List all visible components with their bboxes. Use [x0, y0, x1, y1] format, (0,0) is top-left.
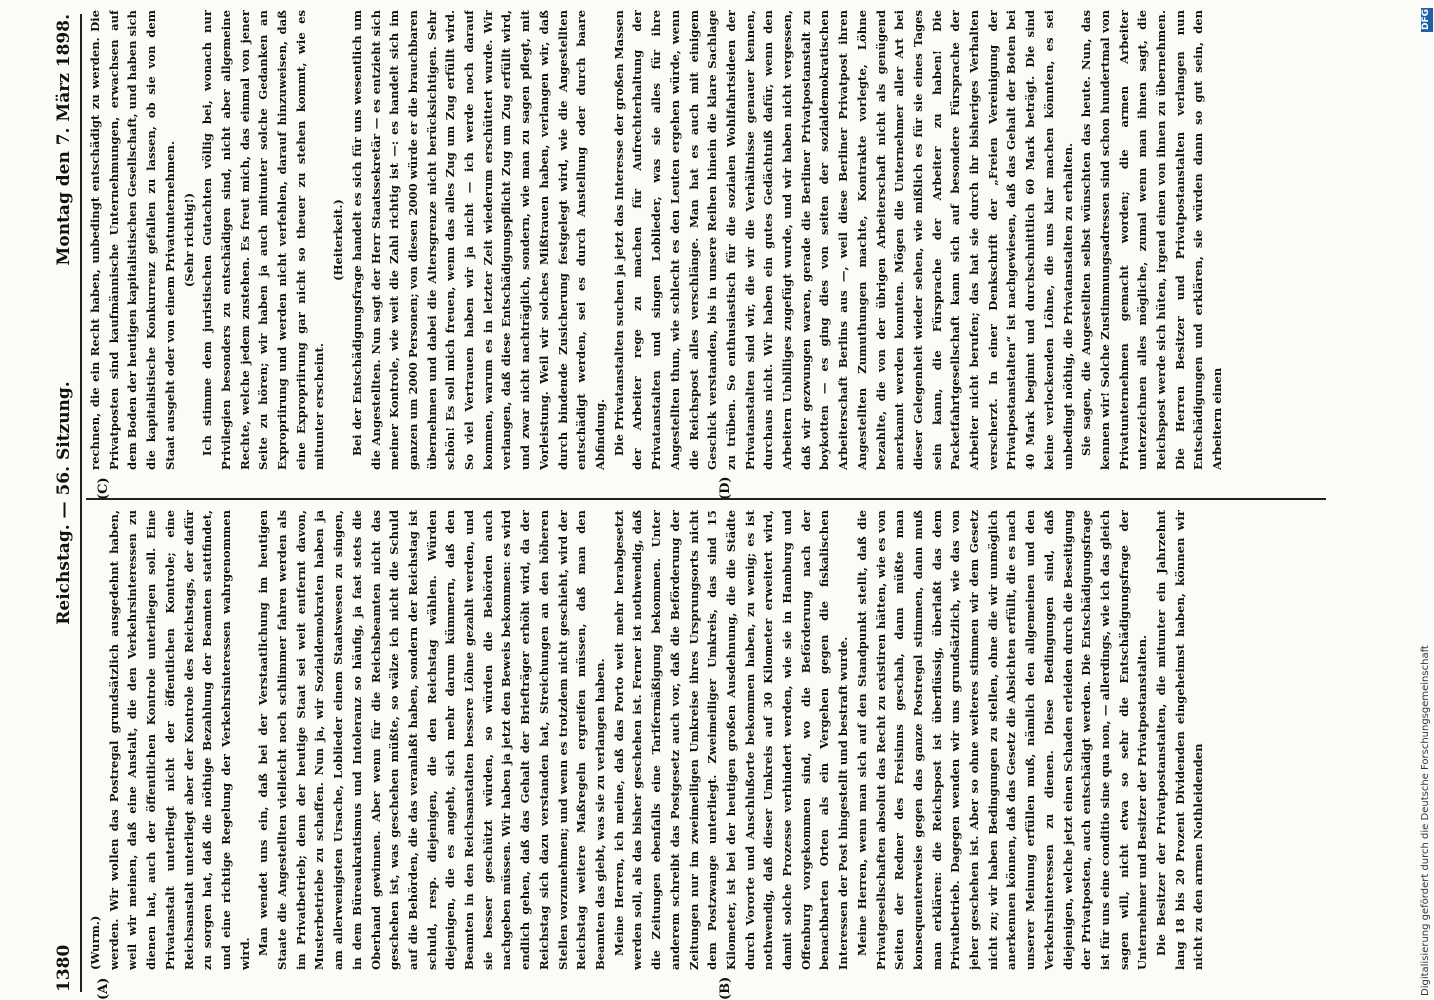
dfg-logo-text: DFG	[1421, 8, 1431, 30]
margin-marker-c: (C)	[96, 477, 111, 500]
paragraph: Die Privatanstalten suchen ja jetzt das Interesse der großen Massen der Arbeiter rege zu machen für Aufrechterhaltung der Privatanstalten und singen Loblieder, was sie alles für ihre Angestellten thun, wie schlecht es den Leuten ergehen würde, wenn die Reichspost alles verschlänge. Man hat es auch mit einigem Geschick verstanden, bis in unsere Reihen hinein die klare Sachlage zu trüben. So enthusiastisch für die sozialen Wohlfahrtsideen der Privatanstalten sind wir, die wir die Verhältnisse genauer kennen, durchaus nicht. Wir haben ein gutes Gedächtniß dafür, wenn den Arbeitern Unbilliges zugefügt wurde, und wir haben nicht vergessen, daß wir gezwungen waren, gerade die Berliner Privatpostanstalt zu boykotten — es ging dies von seiten der sozialdemokratischen Arbeiterschaft Berlins aus —, weil diese Berliner Privatpost ihren Angestellten Zumuthungen machte, Kontrakte vorlegte, Löhne bezahlte, die von der übrigen Arbeiterschaft nicht als genügend anerkannt werden konnten. Mögen die Unternehmer aller Art bei dieser Gelegenheit wieder sehen, wie mißlich es für sie eines Tages sein kann, die Fürsprache der Arbeiter zu haben! Die Packetfahrtgesellschaft kann sich auf besondere Fürsprache der Arbeiter nicht berufen; das hat sie durch ihr bisheriges Verhalten verscherzt. In einer Denkschrift der „Freien Vereinigung der Privatpostanstalten“ ist nachgewiesen, daß das Gehalt der Boten bei 40 Mark beginnt und durchschnittlich 60 Mark beträgt. Die sind keine verlockenden Löhne, die uns klar machen könnten, es sei unbedingt nöthig, die Privatanstalten zu erhalten.	[611, 10, 1075, 470]
header-rule	[80, 14, 82, 992]
speaker-label: (Wurm.)	[88, 915, 102, 970]
paragraph: Die Besitzer der Privatpostanstalten, die mitunter ein Jahrzehnt lang 18 bis 20 Prozent Dividenden eingeheimst haben, können wir nicht zu den armen Nothleidenden	[1154, 510, 1206, 970]
paragraph: Meine Herren, ich meine, daß das Porto weit mehr herabgesetzt werden soll, als das bisher geschehen ist. Ferner ist nothwendig, daß die Zeitungen ebenfalls eine Tarifermäßigung bekommen. Unter anderem schreibt das Postgesetz auch vor, daß die Beförderung der Zeitungen nur im zweimeiligen Umkreise ihres Ursprungsorts nicht dem Postzwange unterliegt. Zweimeiliger Umkreis, das sind 15 Kilometer, ist bei der heutigen großen Ausdehnung, die die Städte durch Vororte und Anschlußorte bekommen haben, zu wenig; es ist nothwendig, daß dieser Umkreis auf 30 Kilometer erweitert wird, damit solche Prozesse verhindert werden, wie sie in Hamburg und Offenburg vorgekommen sind, wo die Beförderung nach der benachbarten Orten als ein Vergehen gegen die fiskalischen Interessen der Post hingestellt und bestraft wurde.	[611, 510, 851, 970]
paragraph: werden. Wir wollen das Postregal grundsätzlich ausgedehnt haben, weil wir meinen, daß eine Anstalt, die den Verkehrsinteressen zu dienen hat, auch der öffentlichen Kontrole unterliegen soll. Eine Privatanstalt unterliegt nicht der öffentlichen Kontrole; eine Reichsanstalt unterliegt aber der Kontrole des Reichstags, der dafür zu sorgen hat, daß die nöthige Bezahlung der Beamten stattfindet, und eine richtige Regelung der Verkehrsinteressen wahrgenommen wird.	[106, 510, 252, 970]
page-number: 1380	[54, 944, 74, 992]
margin-marker-b: (B)	[718, 976, 733, 1000]
margin-marker-a: (A)	[96, 977, 111, 1000]
interjection: (Sehr richtig!)	[181, 192, 196, 288]
right-text-column	[86, 10, 1326, 470]
left-text-column	[86, 510, 1326, 970]
paragraph: Man wendet uns ein, daß bei der Verstaatlichung im heutigen Staate die Angestellten vielleicht noch schlimmer fahren werden als im Privatbetrieb; denn der heutige Staat sei weit entfernt davon, Musterbetriebe zu schaffen. Nun ja, wir Sozialdemokraten haben ja am allerwenigsten Ursache, Loblieder einem Staatswesen zu singen, in dem Büreaukratismus und Intoleranz so häufig, ja fast stets die Oberhand gewinnen. Aber wenn für die Reichsbeamten nicht das geschehen ist, was geschehen müßte, so wälze ich nicht die Schuld auf die Behörden, die das veranlaßt haben, sondern der Reichstag ist schuld, resp. diejenigen, die den Reichstag wählen. Würden diejenigen, die es angeht, sich mehr darum kümmern, daß den Beamten in den Reichsanstalten bessere Löhne gezahlt werden, und sie besser geschützt würden, so würden die Behörden auch nachgeben müssen. Wir haben ja jetzt den Beweis bekommen: es wird endlich gehen, daß das Gehalt der Briefträger erhöht wird, da der Reichstag sich dazu verstanden hat, Streichungen an den höheren Stellen vorzunehmen; und wenn es trotzdem nicht geschieht, wird der Reichstag weitere Maßregeln ergreifen müssen, daß man den Beamten das giebt, was sie zu verlangen haben.	[256, 510, 607, 970]
interjection: (Heiterkeit.)	[331, 199, 346, 281]
paragraph: rechnen, die ein Recht haben, unbedingt entschädigt zu werden. Die Privatposten sind kaufmännische Unternehmungen, erwachsen auf dem Boden der heutigen kapitalistischen Gesellschaft, und haben sich die kapitalistische Konkurrenz gefallen zu lassen, ob sie von dem Staat ausgeht oder von einem Privatunternehmen.	[88, 10, 177, 470]
page-header	[54, 14, 80, 992]
digitization-stamp	[1418, 0, 1434, 1000]
running-title: Reichstag. — 56. Sitzung.	[54, 381, 74, 625]
paragraph: Sie sagen, die Angestellten selbst wünschten das heute. Nun, das kennen wir! Solche Zustimmungsadressen sind schon hundertmal von Privatunternehmen gemacht worden; die armen Arbeiter unterzeichnen alles mögliche, zumal wenn man ihnen sagt, die Reichspost werde sich hüten, irgend einen von ihnen zu übernehmen. Die Herren Besitzer und Privatpostanstalten verlangen nun Entschädigungen und erklären, sie würden dann so gut sein, den Arbeitern einen	[1079, 10, 1225, 470]
dfg-logo	[1421, 8, 1433, 32]
column-divider	[86, 498, 1326, 500]
session-date: Montag den 7. März 1898.	[54, 14, 74, 266]
paragraph: Bei der Entschädigungsfrage handelt es sich für uns wesentlich um die Angestellten. Nun sagt der Herr Staatssekretär — es entzieht sich meiner Kontrole, wie weit die Zahl richtig ist —: es handelt sich im ganzen um 2000 Personen; von diesen 2000 würde er die brauchbaren übernehmen und dabei die Altersgrenze nicht berücksichtigen. Sehr schön! Es soll mich freuen, wenn das alles Zug um Zug erfüllt wird. So viel Vertrauen haben wir ja nicht — ich werde noch darauf kommen, warum es in letzter Zeit wiederum erschüttert wurde. Wir verlangen, daß diese Entschädigungspflicht Zug um Zug erfüllt wird, und zwar nicht nachträglich, sondern, wie man zu sagen pflegt, mit Vorleistung. Weil wir solches Mißtrauen haben, verlangen wir, daß durch bindende Zusicherung festgelegt wird, wie die Angestellten entschädigt werden, sei es durch Anstellung oder durch baare Abfindung.	[349, 10, 607, 470]
paragraph: Ich stimme dem juristischen Gutachten völlig bei, wonach nur Privilegien besonders zu entschädigen sind, nicht aber allgemeine Rechte, welche jedem zustehen. Es freut mich, das einmal von jener Seite zu hören; wir haben ja auch mitunter solche Gedanken an Expropriirung und werden nicht verfehlen, darauf hinzuweisen, daß eine Expropriirung gar nicht so theuer zu stehen kommt, wie es mitunter erscheint.	[200, 10, 327, 470]
paragraph: Meine Herren, wenn man sich auf den Standpunkt stellt, daß die Privatgesellschaften absolut das Recht zu existiren hätten, wie es von Seiten der Redner des Freisinns geschah, dann müßte man konsequenterweise gegen das ganze Postregal stimmen, dann muß man erklären: die Reichspost ist überflüssig, überlaßt das dem Privatbetrieb. Dagegen wenden wir uns grundsätzlich, wie das von jeher geschehen ist. Aber so ohne weiteres stimmen wir dem Gesetz nicht zu; wir haben Bedingungen zu stellen, ohne die wir unmöglich anerkennen können, daß das Gesetz die Absichten erfüllt, die es nach unserer Meinung erfüllen muß, nämlich den allgemeinen und den Verkehrsinteressen zu dienen. Diese Bedingungen sind, daß diejenigen, welche jetzt einen Schaden erleiden durch die Beseitigung der Privatposten, auch entschädigt werden. Die Entschädigungsfrage ist für uns eine conditio sine qua non, — allerdings, wie ich das gleich sagen will, nicht etwa so sehr die Entschädigungsfrage der Unternehmer und Besitzer der Privatpostanstalten.	[854, 510, 1150, 970]
funding-notice: Digitalisierung gefördert durch die Deutsche Forschungsgemeinschaft	[1420, 645, 1431, 996]
margin-marker-d: (D)	[718, 476, 733, 500]
